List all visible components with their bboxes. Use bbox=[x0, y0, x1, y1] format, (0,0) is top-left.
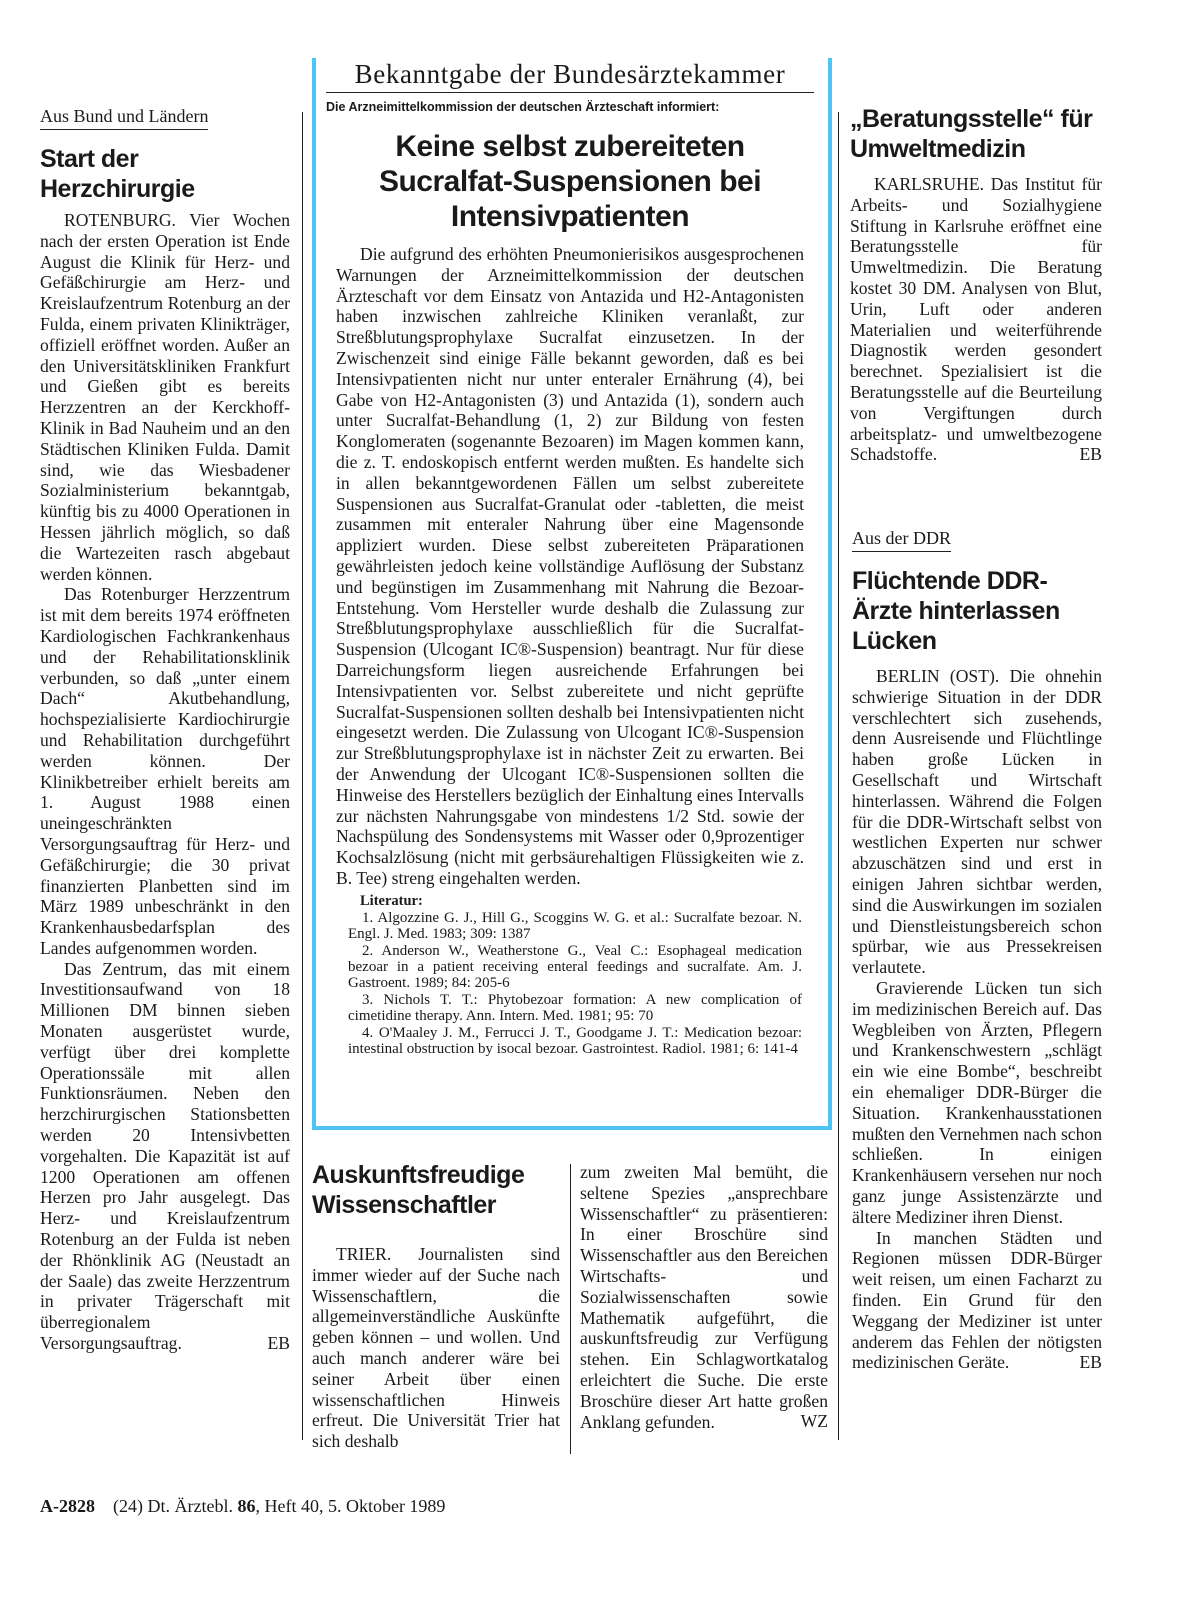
article-umweltmedizin bbox=[850, 104, 1102, 465]
signature: EB bbox=[267, 1332, 290, 1353]
article-ddr-aerzte bbox=[852, 528, 1102, 1373]
paragraph: BERLIN (OST). Die ohnehin schwierige Situation in der DDR verschlechtert sich zusehends, denn Ausreisende und Flüchtlinge haben große Lücken in Gesellschaft und Wirtschaft hinterlassen. Während die Folgen für die DDR-Wirtschaft selbst von westlichen Experten nur schwer abzuschätzen sind und erst in einigen Jahren sichtbar werden, sind die Auswirkungen im sozialen und Dienstleistungsbereich schon spürbar, wie aus Pressekreisen verlautete. bbox=[852, 666, 1102, 978]
announcement-article bbox=[326, 58, 814, 1057]
article-headline: Start der Herzchirurgie bbox=[40, 145, 195, 203]
announcement-body bbox=[326, 244, 814, 889]
column-divider bbox=[570, 1164, 571, 1454]
signature: WZ bbox=[800, 1411, 828, 1432]
article-headline: Auskunftsfreudige Wissenschaftler bbox=[312, 1161, 525, 1219]
article-body bbox=[850, 174, 1102, 465]
rubric: Aus der DDR bbox=[852, 528, 951, 552]
literature-title: Literatur: bbox=[360, 892, 423, 909]
article-herzchirurgie bbox=[40, 106, 290, 1354]
page-number: A-2828 bbox=[40, 1496, 95, 1516]
paragraph: Das Rotenburger Herzzentrum ist mit dem bereits 1974 eröffneten Kardiologischen Fachkrankenhaus und der Rehabilitationsklinik verbunden, so daß „unter einem Dach“ Akutbehandlung, hochspezialisierte Kardiochirurgie und Rehabilitation durchgeführt werden können. Der Klinikbetreiber erhielt bereits am 1. August 1988 einen uneingeschränkten Versorgungsauftrag für Herz- und Gefäßchirurgie; die 30 privat finanzierten Planbetten sind im März 1989 unbeschränkt in den Krankenhausbedarfsplan des Landes aufgenommen worden. bbox=[40, 584, 290, 958]
paragraph: zum zweiten Mal bemüht, die seltene Spezies „ansprechbare Wissenschaftler“ zu präsentieren: In einer Broschüre sind Wissenschaftler aus den Bereichen Wirtschafts- und Sozialwissenschaften sowie Mathematik aufgeführt, die auskunftsfreudig zur Verfügung stehen. Ein Schlagwortkatalog erleichtert die Suche. Die erste Broschüre dieser Art hatte großen Anklang gefunden. bbox=[580, 1162, 828, 1432]
paragraph: TRIER. Journalisten sind immer wieder auf der Suche nach Wissenschaftlern, die allgemeinverständliche Auskünfte geben können – und wollen. Und auch manch anderer wäre bei seiner Arbeit über einen wissenschaftlichen Hinweis erfreut. Die Universität Trier hat sich deshalb bbox=[312, 1244, 560, 1452]
signature: EB bbox=[1079, 1352, 1102, 1373]
column-divider bbox=[838, 112, 839, 1440]
literature-item: 1. Algozzine G. J., Hill G., Scoggins W. G. et al.: Sucralfate bezoar. N. Engl. J. Med. 1983; 309: 1387 bbox=[348, 909, 802, 943]
announcement-banner: Bekanntgabe der Bundesärztekammer bbox=[326, 58, 814, 93]
paragraph: KARLSRUHE. Das Institut für Arbeits- und Sozialhygiene Stiftung in Karlsruhe eröffnet eine Beratungsstelle für Umweltmedizin. Die Beratung kostet 30 DM. Analysen von Blut, Urin, Luft oder anderen Materialien und weiterführende Diagnostik werden gesondert berechnet. Spezialisiert ist die Beratungsstelle auf die Beurteilung von Vergiftungen durch arbeitsplatz- und umweltbezogene Schadstoffe. bbox=[850, 174, 1102, 465]
paragraph: ROTENBURG. Vier Wochen nach der ersten Operation ist Ende August die Klinik für Herz- und Gefäßchirurgie am Herz- und Kreislaufzentrum Rotenburg an der Fulda, einem privaten Klinikträger, offiziell eröffnet worden. Außer an den Universitätskliniken Frankfurt und Gießen gibt es bereits Herzzentren an der Kerckhoff-Klinik in Bad Nauheim und an den Städtischen Kliniken Fulda. Damit sind, wie das Wiesbadener Sozialministerium bekanntgab, künftig bis zu 4000 Operationen in Hessen jährlich möglich, so daß die Wartezeiten rasch abgebaut werden können. bbox=[40, 210, 290, 584]
box-bottom-rule bbox=[312, 1126, 832, 1130]
page-footer bbox=[40, 1496, 445, 1517]
article-headline: „Beratungsstelle“ für Umweltmedizin bbox=[850, 105, 1093, 163]
literature-list bbox=[326, 910, 814, 1058]
paragraph: Das Zentrum, das mit einem Investitionsaufwand von 18 Millionen DM binnen sieben Monaten ausgerüstet wurde, verfügt über drei komplette Operationssäle mit allen Funktionsräumen. Neben den herzchirurgischen Stationsbetten werden 20 Intensivbetten vorgehalten. Die Kapazität ist auf 1200 Operationen am offenen Herzen pro Jahr ausgelegt. Das Herz- und Kreislaufzentrum Rotenburg an der Fulda ist neben der Rhönklinik AG (Neustadt an der Saale) das zweite Herzzentrum in privater Trägerschaft mit überregionalem Versorgungsauftrag. bbox=[40, 958, 290, 1354]
literature-item: 4. O'Maaley J. M., Ferrucci J. T., Goodgame J. T.: Medication bezoar: intestinal obstruction by isocal bezoar. Gastrointest. Radiol. 1981; 6: 141-4 bbox=[348, 1024, 802, 1057]
citation-volume: 86 bbox=[237, 1496, 256, 1516]
rubric: Aus Bund und Ländern bbox=[40, 106, 208, 130]
bottom-left-text bbox=[312, 1244, 560, 1452]
paragraph: In manchen Städten und Regionen müssen DDR-Bürger weit reisen, um einen Facharzt zu finden. Ein Grund für den Weggang der Mediziner ist unter anderem das Fehlen der nötigsten medizinischen Geräte. bbox=[852, 1227, 1102, 1373]
article-headline: Flüchtende DDR-Ärzte hinterlassen Lücken bbox=[852, 567, 1060, 655]
announcement-headline: Keine selbst zubereiteten Sucralfat-Suspensionen bei Intensivpatienten bbox=[378, 130, 762, 233]
column-divider bbox=[302, 112, 303, 1440]
announcement-kicker: Die Arzneimittelkommission der deutschen Ärzteschaft informiert: bbox=[326, 100, 720, 114]
article-body bbox=[852, 666, 1102, 1373]
literature-item: 3. Nichols T. T.: Phytobezoar formation: A new complication of cimetidine therapy. Ann. Intern. Med. 1981; 95: 70 bbox=[348, 991, 802, 1025]
literature-item: 2. Anderson W., Weatherstone G., Veal C.: Esophageal medication bezoar in a patient receiving enteral feedings and sucralfate. Am. J. Gastroent. 1989; 84: 205-6 bbox=[348, 942, 802, 992]
paragraph: Die aufgrund des erhöhten Pneumonierisikos ausgesprochenen Warnungen der Arzneimittelkommission der deutschen Ärzteschaft vor dem Einsatz von Antazida und H2-Antagonisten haben inzwischen zahlreiche Kliniken veranlaßt, zur Streßblutungsprophylaxe Sucralfat einzusetzen. In der Zwischenzeit sind einige Fälle bekannt geworden, daß es bei Intensivpatienten nicht nur unter enteraler Ernährung (4), bei Gabe von H2-Antagonisten (3) und Antazida (1), sondern auch unter Sucralfat-Behandlung (1, 2) zur Bildung von festen Konglomeraten (sogenannte Bezoaren) im Magen kommen kann, die z. T. endoskopisch entfernt werden mußten. Es handelte sich in allen bekanntgewordenen Fällen um selbst zubereitete Suspensionen aus Sucralfat-Granulat oder -tabletten, die meist zusammen mit enteraler Nahrung über eine Magensonde appliziert wurden. Diese selbst zubereiteten Präparationen gewährleisten jedoch keine vollständige Auflösung der Substanz und begünstigen im Zusammenhang mit Nahrung die Bezoar-Entstehung. Vom Hersteller wurde deshalb die Zulassung zur Streßblutungsprophylaxe ausschließlich für die Sucralfat-Suspension (Ulcogant IC®-Suspension) beantragt. Nur für diese Darreichungsform liegen ausreichende Erfahrungen bei Intensivpatienten vor. Selbst zubereitete und nicht geprüfte Sucralfat-Suspensionen sollten deshalb bei Intensivpatienten nicht eingesetzt werden. Die Zulassung von Ulcogant IC®-Suspension zur Streßblutungsprophylaxe ist in nächster Zeit zu erwarten. Bei der Anwendung der Ulcogant IC®-Suspensionen sollten die Hinweise des Herstellers bezüglich der Einhaltung eines Intervalls zur nächsten Nahrungsgabe von mindestens 1/2 Std. sowie der Nachspülung des Sondensystems mit Wasser oder 0,9prozentiger Kochsalzlösung (nicht mit gerbsäurehaltigen Flüssigkeiten wie z. B. Tee) streng eingehalten werden. bbox=[336, 244, 804, 888]
article-body bbox=[40, 210, 290, 1354]
signature: EB bbox=[1079, 444, 1102, 465]
bottom-right-text bbox=[580, 1162, 828, 1432]
paragraph: Gravierende Lücken tun sich im medizinischen Bereich auf. Das Wegbleiben von Ärzten, Pflegern und Krankenschwestern „schlägt ein wie eine Bombe“, beschreibt ein ehemaliger DDR-Bürger die Situation. Krankenhausstationen mußten den Vernehmen nach schon schließen. In einigen Krankenhäusern versehen nur noch ganz junge Assistenzärzte und ältere Mediziner ihren Dienst. bbox=[852, 977, 1102, 1227]
citation-issue: , Heft 40, 5. Oktober 1989 bbox=[255, 1496, 446, 1516]
citation-journal: (24) Dt. Ärztebl. bbox=[113, 1496, 233, 1516]
